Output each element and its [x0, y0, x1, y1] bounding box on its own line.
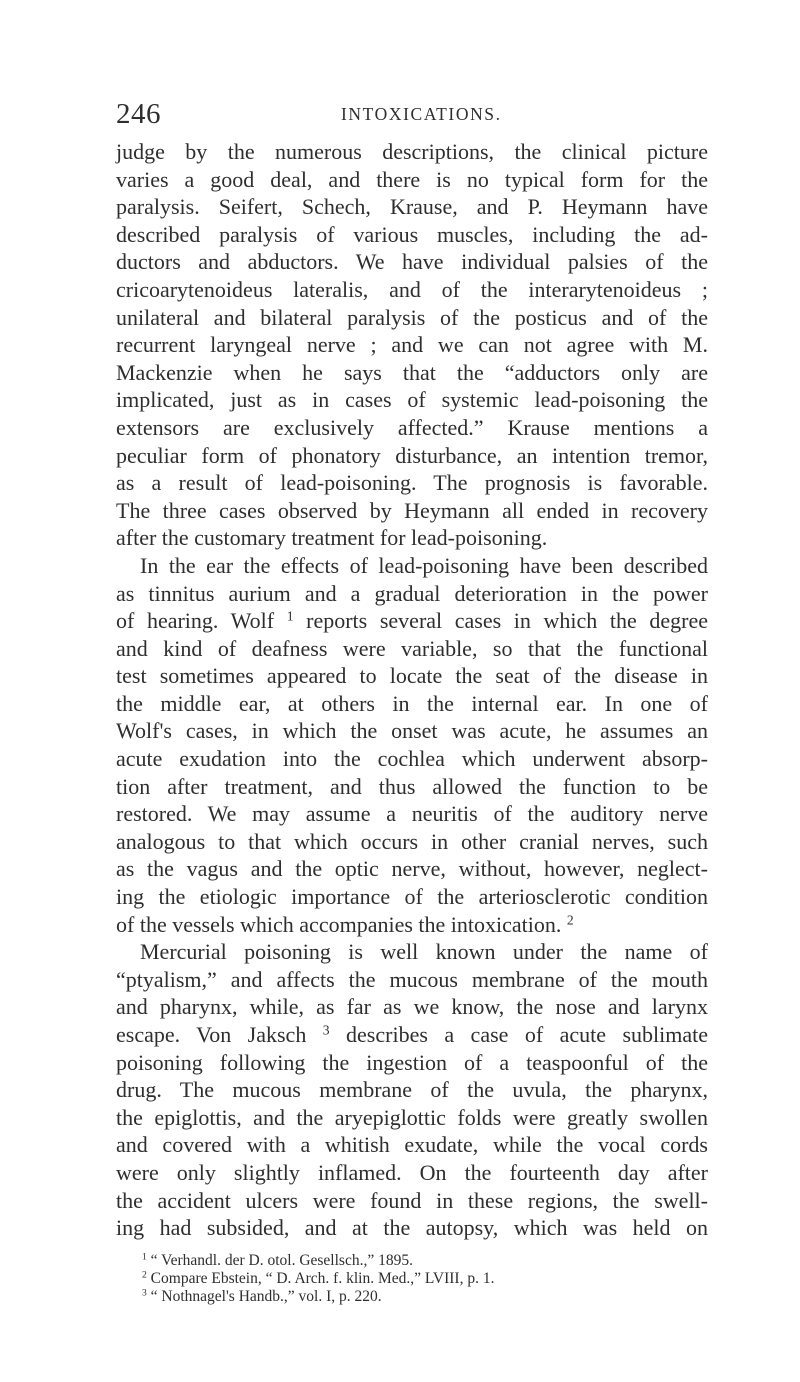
- text-line: were only slightly inflamed. On the fourteenth day after: [116, 1159, 708, 1185]
- footnote-text: “ Nothnagel's Handb.,” vol. I, p. 220.: [150, 1287, 382, 1305]
- paragraph-end-line: [116, 911, 708, 939]
- paragraph-start-line: In the ear the effects of lead-poisoning have been described: [140, 552, 708, 578]
- footnote-ref-2[interactable]: 2: [566, 912, 574, 928]
- line-segment: escape. Von Jaksch: [116, 1022, 307, 1047]
- paragraph-end-line: after the customary treatment for lead-poisoning.: [116, 525, 548, 551]
- line-segment: describes a case of acute sublimate: [346, 1022, 709, 1047]
- text-line: unilateral and bilateral paralysis of the posticus and of the: [116, 304, 708, 330]
- text-line: implicated, just as in cases of systemic lead-poisoning the: [116, 387, 708, 413]
- text-line-with-footnote-ref: [116, 1021, 708, 1049]
- text-line: varies a good deal, and there is no typical form for the: [116, 166, 708, 192]
- line-segment: reports several cases in which the degree: [306, 608, 709, 634]
- text-line: and covered with a whitish exudate, while the vocal cords: [116, 1132, 708, 1158]
- line-segment: of the vessels which accompanies the intoxication.: [116, 911, 562, 937]
- line-segment: of hearing. Wolf: [116, 608, 275, 634]
- text-line: and pharynx, while, as far as we know, the nose and larynx: [116, 994, 708, 1020]
- text-line: the epiglottis, and the aryepiglottic folds were greatly swollen: [116, 1104, 708, 1130]
- text-line: described paralysis of various muscles, including the ad-: [116, 221, 708, 247]
- footnote-3: [116, 1288, 708, 1306]
- footnote-marker: 3: [142, 1287, 147, 1299]
- text-line: as tinnitus aurium and a gradual deterioration in the power: [116, 580, 708, 606]
- text-line: the accident ulcers were found in these regions, the swell-: [116, 1187, 708, 1213]
- text-line-with-footnote-ref: [116, 607, 708, 635]
- footnote-text: Compare Ebstein, “ D. Arch. f. klin. Med.,” LVIII, p. 1.: [150, 1269, 495, 1287]
- text-line: tion after treatment, and thus allowed the function to be: [116, 773, 708, 799]
- text-line: “ptyalism,” and affects the mucous membrane of the mouth: [116, 966, 708, 992]
- text-line: drug. The mucous membrane of the uvula, the pharynx,: [116, 1077, 708, 1103]
- text-line: analogous to that which occurs in other cranial nerves, such: [116, 828, 708, 854]
- text-line: cricoarytenoideus lateralis, and of the interarytenoideus ;: [116, 276, 708, 302]
- text-line: Mackenzie when he says that the “adductors only are: [116, 359, 708, 385]
- text-line: poisoning following the ingestion of a teaspoonful of the: [116, 1049, 708, 1075]
- text-line: and kind of deafness were variable, so that the functional: [116, 635, 708, 661]
- text-line: ing had subsided, and at the autopsy, which was held on: [116, 1215, 708, 1241]
- paragraph-start-line: Mercurial poisoning is well known under the name of: [140, 939, 708, 965]
- footnote-ref-3[interactable]: 3: [322, 1022, 330, 1038]
- footnote-text: “ Verhandl. der D. otol. Gesellsch.,” 1895.: [150, 1251, 413, 1269]
- text-line: recurrent laryngeal nerve ; and we can not agree with M.: [116, 332, 708, 358]
- body-text: [116, 138, 708, 1242]
- footnote-marker: 2: [142, 1269, 147, 1281]
- text-line: paralysis. Seifert, Schech, Krause, and P. Heymann have: [116, 194, 708, 220]
- running-title: INTOXICATIONS.: [341, 104, 502, 124]
- book-page: [116, 94, 708, 1306]
- footnote-ref-1[interactable]: 1: [286, 608, 294, 624]
- text-line: test sometimes appeared to locate the seat of the disease in: [116, 663, 708, 689]
- footnote-marker: 1: [142, 1251, 147, 1263]
- text-line: peculiar form of phonatory disturbance, an intention tremor,: [116, 442, 708, 468]
- text-line: The three cases observed by Heymann all ended in recovery: [116, 497, 708, 523]
- text-line: Wolf's cases, in which the onset was acute, he assumes an: [116, 718, 708, 744]
- text-line: judge by the numerous descriptions, the clinical picture: [116, 139, 708, 164]
- footnote-1: [116, 1252, 708, 1270]
- running-header: [116, 94, 708, 134]
- text-line: extensors are exclusively affected.” Krause mentions a: [116, 414, 708, 440]
- footnote-2: [116, 1270, 708, 1288]
- text-line: as the vagus and the optic nerve, without, however, neglect-: [116, 856, 708, 882]
- text-line: ing the etiologic importance of the arteriosclerotic condition: [116, 884, 708, 910]
- text-line: restored. We may assume a neuritis of the auditory nerve: [116, 801, 708, 827]
- text-line: as a result of lead-poisoning. The prognosis is favorable.: [116, 470, 708, 496]
- text-line: ductors and abductors. We have individual palsies of the: [116, 249, 708, 275]
- footnotes: [116, 1252, 708, 1306]
- page-number: 246: [116, 98, 161, 130]
- text-line: the middle ear, at others in the internal ear. In one of: [116, 690, 708, 716]
- text-line: acute exudation into the cochlea which underwent absorp-: [116, 746, 708, 772]
